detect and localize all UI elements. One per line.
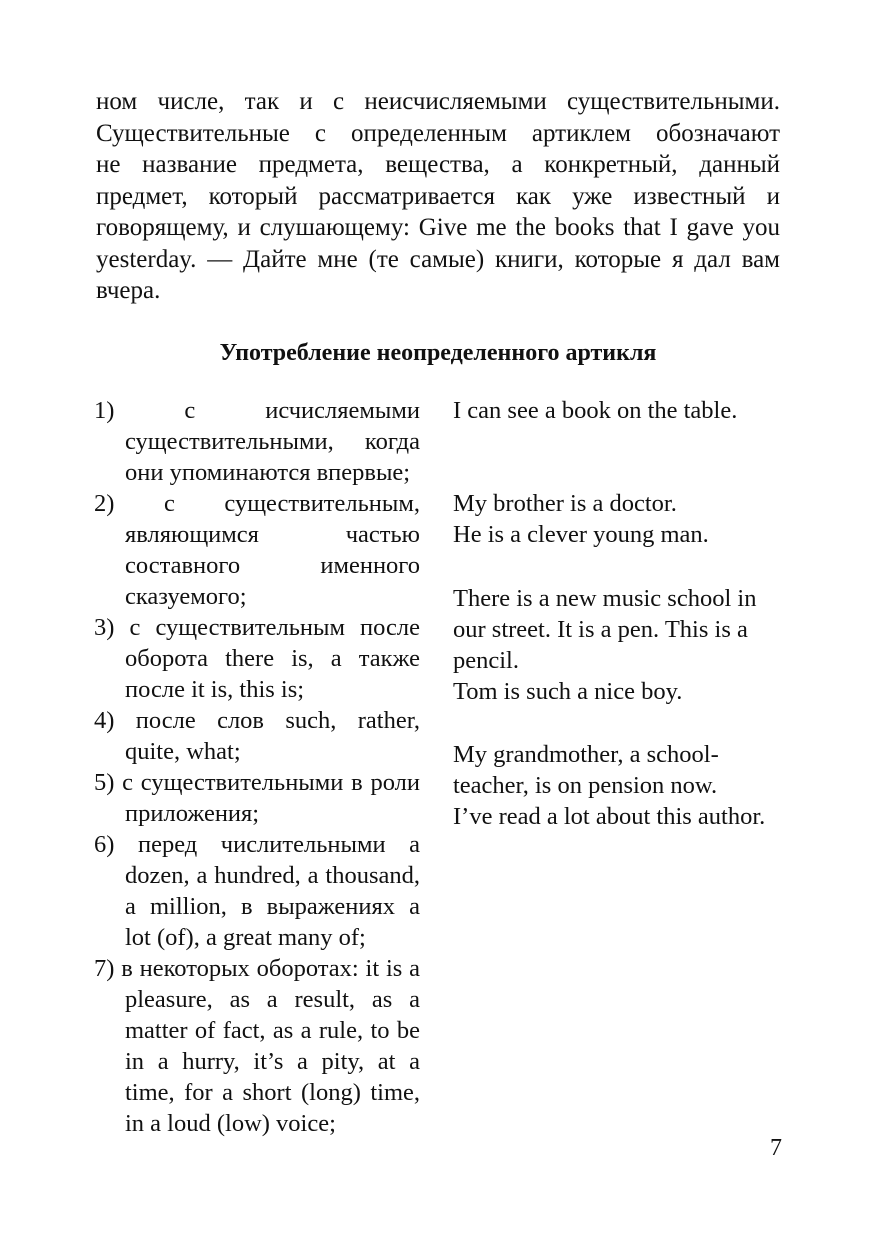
intro-line: предмет, который рассматривается как уже известный и: [96, 182, 780, 210]
example-line: I can see a book on the table.: [453, 397, 738, 424]
rule-item: 2) с существительным, являющимся частью составного именного сказуемого;: [94, 490, 420, 610]
example-line: teacher, is on pension now.: [453, 772, 718, 799]
example-block: [453, 676, 783, 707]
page-number: 7: [770, 1135, 782, 1161]
intro-line: говорящему, и слушающему: Give me the books that I gave you: [96, 214, 780, 241]
intro-line: ном числе, так и с неисчисляемыми существительными.: [96, 88, 780, 115]
intro-line: yesterday. — Дайте мне (те самые) книги, которые я дал вам: [96, 245, 780, 273]
section-heading: Употребление неопределенного артикля: [219, 340, 657, 366]
rule-item: 5) с существительными в роли приложения;: [94, 769, 420, 827]
example-line: our street. It is a pen. This is a: [453, 616, 748, 643]
example-line: Tom is such a nice boy.: [453, 678, 683, 705]
example-block: [453, 488, 783, 550]
intro-paragraph: [96, 86, 780, 307]
rule-item: 7) в некоторых оборотах: it is a pleasure, as a result, as a matter of fact, as a rule, to be in a hurry, it’s a pity, at a time, for a short (long) time, in a loud (low) voice;: [94, 955, 420, 1137]
example-line: I’ve read a lot about this author.: [453, 803, 766, 830]
example-line: He is a clever young man.: [453, 521, 709, 548]
rule-item: 3) с существительным после оборота there is, а также после it is, this is;: [94, 614, 420, 703]
example-block: [453, 395, 783, 426]
rule-item: 6) перед числительными a dozen, a hundred, a thousand, a million, в выражениях a lot (of), a great many of;: [94, 831, 420, 951]
example-line: My grandmother, a school-: [453, 741, 719, 768]
example-block: [453, 739, 783, 801]
example-line: pencil.: [453, 647, 519, 674]
example-line: There is a new music school in: [453, 585, 757, 612]
rule-item: 1) с исчисляемыми существительными, когда они упоминаются впервые;: [94, 397, 420, 486]
example-line: My brother is a doctor.: [453, 490, 677, 517]
intro-line: вчера.: [96, 277, 161, 304]
intro-line: не название предмета, вещества, а конкретный, данный: [96, 151, 780, 178]
example-block: [453, 801, 783, 832]
example-block: [453, 583, 783, 676]
intro-line: Существительные с определенным артиклем обозначают: [96, 119, 780, 147]
rule-item: 4) после слов such, rather, quite, what;: [94, 707, 420, 765]
rules-column: [94, 395, 420, 1139]
